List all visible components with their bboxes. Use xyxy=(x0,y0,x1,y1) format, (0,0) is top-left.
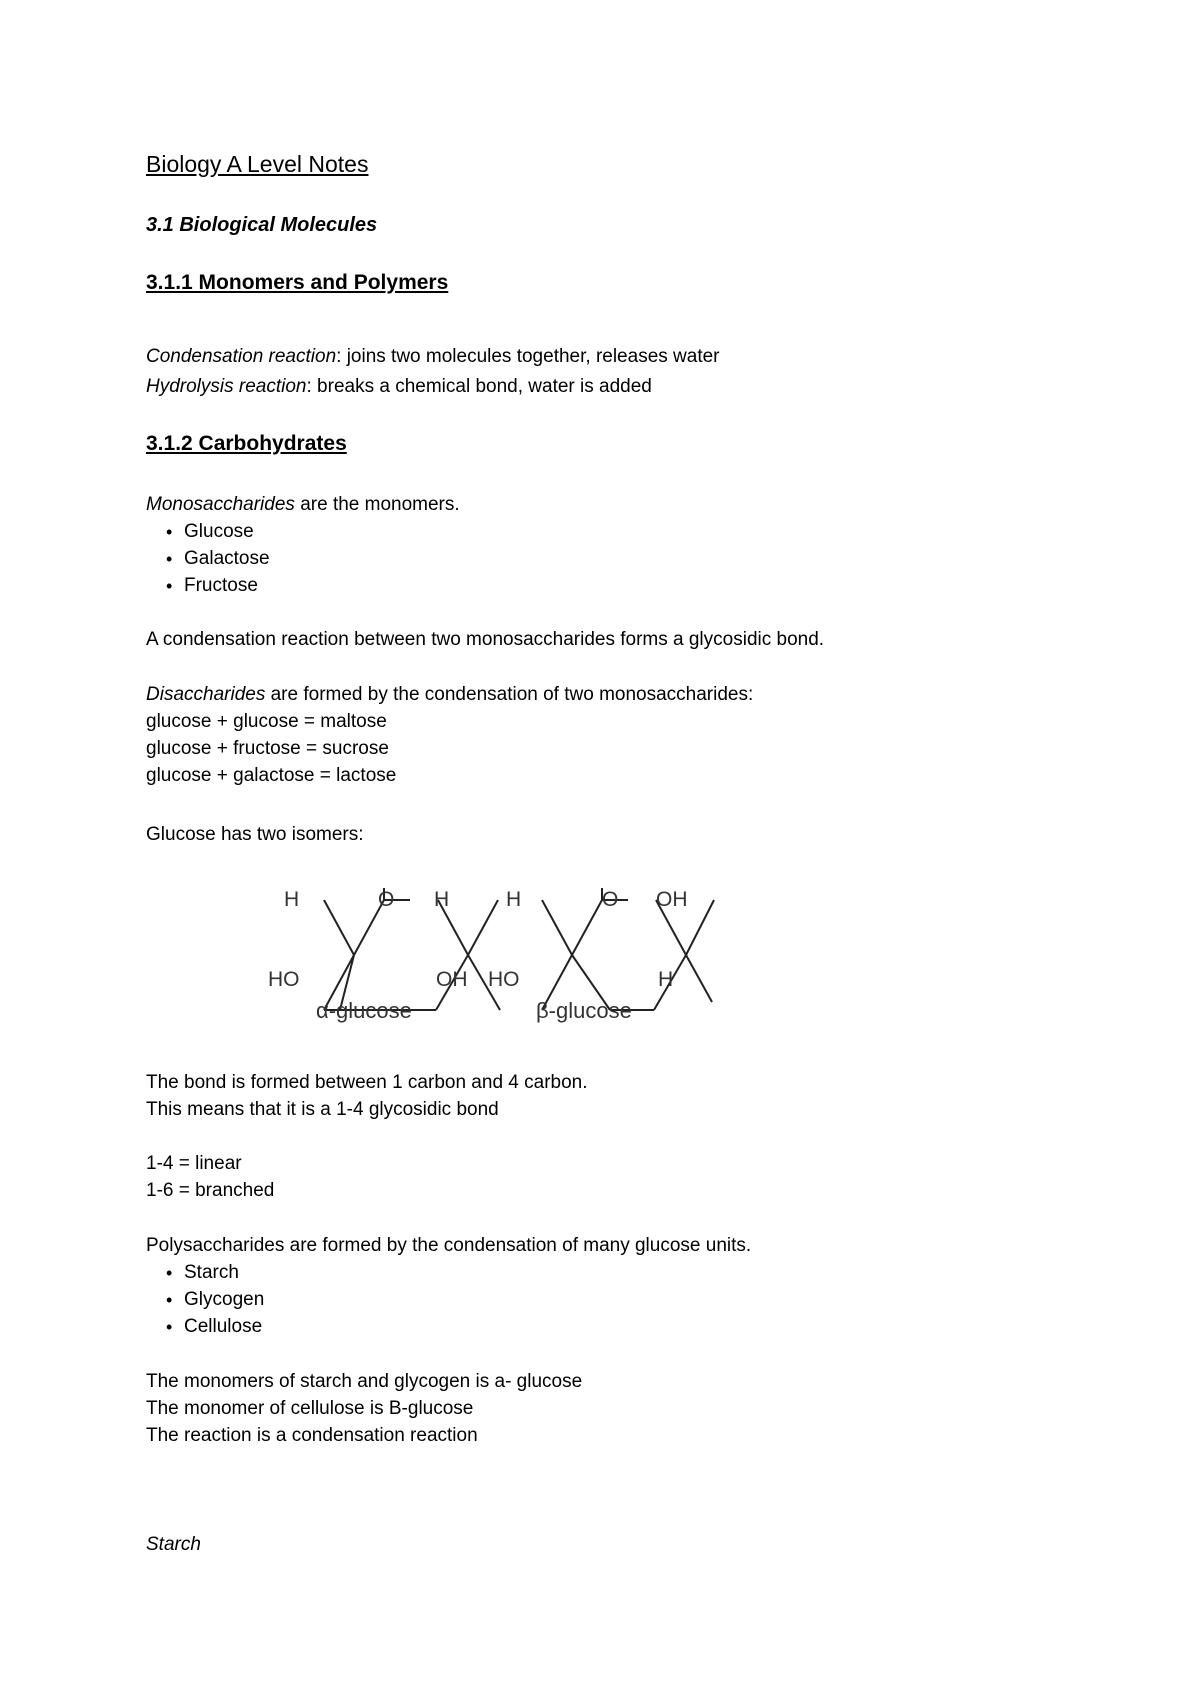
list-item: • Glycogen xyxy=(184,1288,264,1312)
list-item: • Glucose xyxy=(184,520,254,544)
monosaccharides-line xyxy=(146,493,460,517)
equation-line: glucose + galactose = lactose xyxy=(146,765,397,786)
list-item: • Fructose xyxy=(184,574,258,598)
document-title: Biology A Level Notes xyxy=(146,151,369,177)
definition: : joins two molecules together, releases water xyxy=(336,346,720,367)
list-item: • Cellulose xyxy=(184,1315,262,1339)
term: Hydrolysis reaction xyxy=(146,376,307,397)
alpha-oh-bottom-right: OH xyxy=(436,968,468,991)
linkage-line: 1-4 = linear xyxy=(146,1153,242,1174)
starch-heading: Starch xyxy=(146,1534,201,1555)
monomer-line: The monomers of starch and glycogen is a- glucose xyxy=(146,1371,583,1392)
condensation-definition xyxy=(146,345,720,369)
linkage-line: 1-6 = branched xyxy=(146,1180,275,1201)
subsection-heading-carbohydrates: 3.1.2 Carbohydrates xyxy=(146,432,347,455)
alpha-ho-bottom-left: HO xyxy=(268,968,300,991)
alpha-h-top-right: H xyxy=(434,888,450,911)
section-heading: 3.1 Biological Molecules xyxy=(146,214,378,236)
monomer-line: The monomer of cellulose is B-glucose xyxy=(146,1398,474,1419)
bond-line: This means that it is a 1-4 glycosidic bond xyxy=(146,1099,499,1120)
definition: : breaks a chemical bond, water is added xyxy=(306,376,652,397)
polysaccharides-intro: Polysaccharides are formed by the condensation of many glucose units. xyxy=(146,1235,752,1256)
list-item: • Galactose xyxy=(184,547,270,571)
alpha-h-top-left: H xyxy=(284,888,300,911)
beta-h-top-left: H xyxy=(506,888,522,911)
subsection-heading-monomers: 3.1.1 Monomers and Polymers xyxy=(146,271,449,294)
disaccharides-line xyxy=(146,683,753,707)
beta-ring-oxygen: O xyxy=(602,888,619,911)
beta-glucose-caption: β-glucose xyxy=(536,998,632,1023)
list-item: • Starch xyxy=(184,1261,239,1285)
equation-line: glucose + fructose = sucrose xyxy=(146,738,389,759)
beta-ho-bottom-left: HO xyxy=(488,968,520,991)
beta-h-bottom-right: H xyxy=(658,968,674,991)
term: Condensation reaction xyxy=(146,346,337,367)
monomer-line: The reaction is a condensation reaction xyxy=(146,1425,478,1446)
text: are the monomers. xyxy=(294,494,460,515)
beta-oh-top-right: OH xyxy=(656,888,688,911)
alpha-ring-oxygen: O xyxy=(378,888,395,911)
hydrolysis-definition xyxy=(146,375,652,399)
alpha-glucose-caption: α-glucose xyxy=(316,998,412,1023)
term: Monosaccharides xyxy=(146,494,295,515)
glycosidic-bond-line: A condensation reaction between two monosaccharides forms a glycosidic bond. xyxy=(146,629,825,650)
isomers-intro: Glucose has two isomers: xyxy=(146,824,364,845)
term: Disaccharides xyxy=(146,684,266,705)
figure-labels xyxy=(250,870,720,1030)
bond-line: The bond is formed between 1 carbon and 4 carbon. xyxy=(146,1072,588,1093)
text: are formed by the condensation of two monosaccharides: xyxy=(265,684,754,705)
equation-line: glucose + glucose = maltose xyxy=(146,711,387,732)
